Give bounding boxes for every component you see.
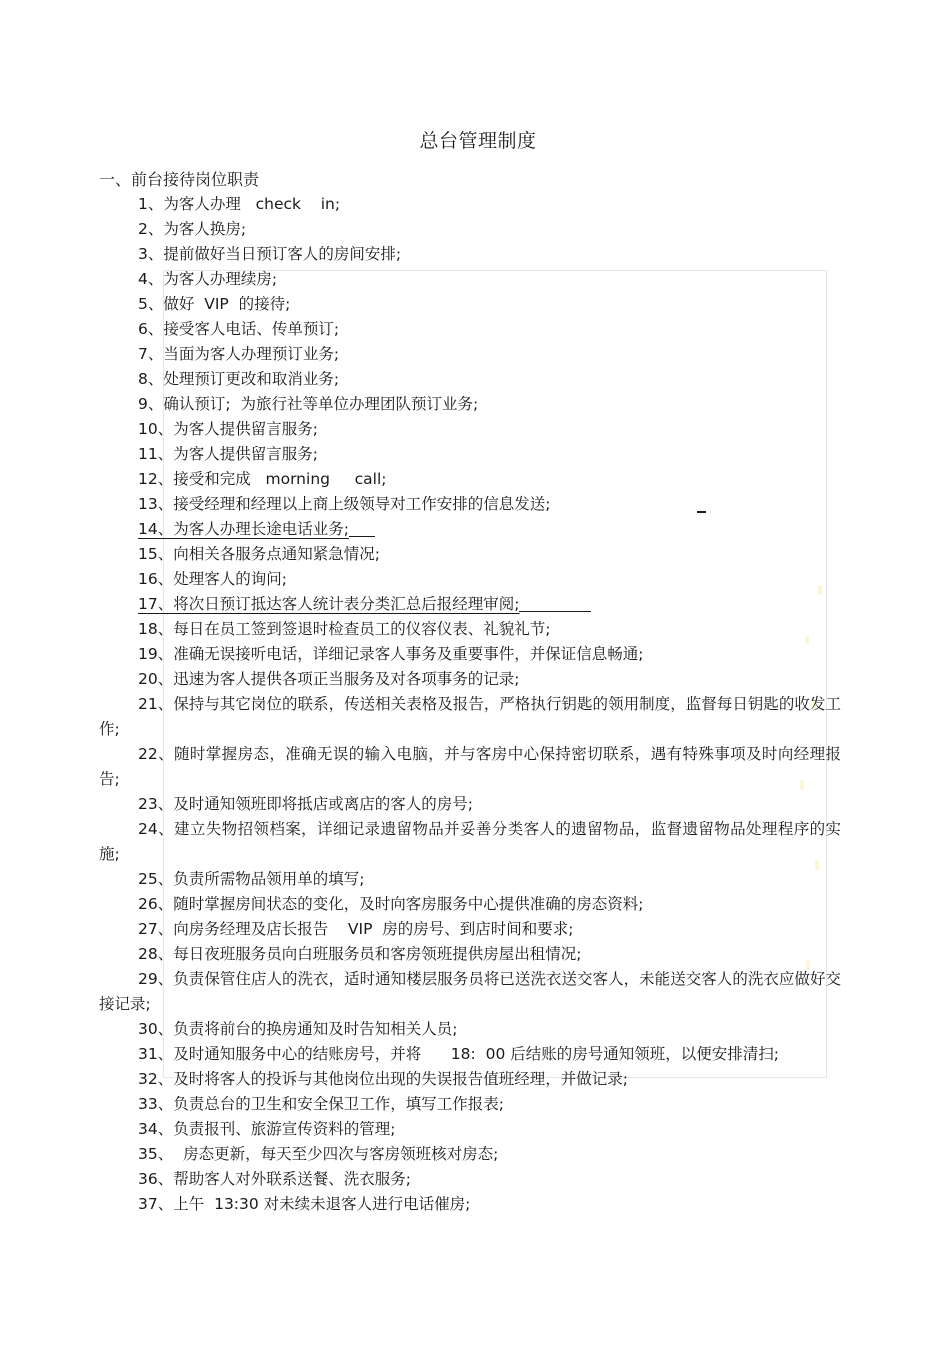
list-item-text: 36、帮助客人对外联系送餐、洗衣服务; xyxy=(138,1170,411,1188)
list-item-text: 3、提前做好当日预订客人的房间安排; xyxy=(138,245,402,263)
list-item xyxy=(99,1167,879,1192)
list-item xyxy=(99,1092,879,1117)
list-item xyxy=(99,917,879,942)
list-item-text: 35、 房态更新，每天至少四次与客房领班核对房态; xyxy=(138,1145,499,1163)
list-item xyxy=(99,192,879,217)
list-item xyxy=(99,792,879,817)
list-item-text: 1、为客人办理 check in; xyxy=(138,195,341,213)
list-item-text: 28、每日夜班服务员向白班服务员和客房领班提供房屋出租情况; xyxy=(138,945,582,963)
list-item-text: 6、接受客人电话、传单预订; xyxy=(138,320,340,338)
list-item xyxy=(99,267,879,292)
list-item xyxy=(99,1067,879,1092)
underline-rule xyxy=(349,535,375,537)
list-item-text: 32、及时将客人的投诉与其他岗位出现的失误报告值班经理，并做记录; xyxy=(138,1070,628,1088)
list-item xyxy=(99,642,879,667)
list-item xyxy=(99,692,841,742)
list-item xyxy=(99,867,879,892)
list-item-text: 11、为客人提供留言服务; xyxy=(138,445,318,463)
list-item-text: 2、为客人换房; xyxy=(138,220,247,238)
list-item-text: 30、负责将前台的换房通知及时告知相关人员; xyxy=(138,1020,458,1038)
list-item-text: 9、确认预订; 为旅行社等单位办理团队预订业务; xyxy=(138,395,479,413)
list-item-text: 15、向相关各服务点通知紧急情况; xyxy=(138,545,380,563)
list-item-text: 16、处理客人的询问; xyxy=(138,570,287,588)
list-item-text: 33、负责总台的卫生和安全保卫工作，填写工作报表; xyxy=(138,1095,504,1113)
list-item-text: 22、随时掌握房态，准确无误的输入电脑，并与客房中心保持密切联系，遇有特殊事项及时向经理报告; xyxy=(99,745,841,788)
list-item xyxy=(99,242,879,267)
list-item-text: 24、建立失物招领档案，详细记录遗留物品并妥善分类客人的遗留物品，监督遗留物品处理程序的实施; xyxy=(99,820,841,863)
list-item-text: 26、随时掌握房间状态的变化，及时向客房服务中心提供准确的房态资料; xyxy=(138,895,644,913)
list-item-text: 8、处理预订更改和取消业务; xyxy=(138,370,340,388)
list-item xyxy=(99,317,879,342)
list-item xyxy=(99,1017,879,1042)
page-title: 总台管理制度 xyxy=(419,130,537,152)
list-item-text: 34、负责报刊、旅游宣传资料的管理; xyxy=(138,1120,396,1138)
list-item-text: 13、接受经理和经理以上商上级领导对工作安排的信息发送; xyxy=(138,495,551,513)
list-item xyxy=(99,442,879,467)
list-item xyxy=(99,967,841,1017)
list-item-text: 17、将次日预订抵达客人统计表分类汇总后报经理审阅; xyxy=(138,595,520,613)
list-item-text: 14、为客人办理长途电话业务; xyxy=(138,520,349,538)
list-item xyxy=(99,817,841,867)
list-item xyxy=(99,417,879,442)
list-item xyxy=(99,392,879,417)
list-item xyxy=(99,492,879,517)
list-item-text: 7、当面为客人办理预订业务; xyxy=(138,345,340,363)
list-item xyxy=(99,892,879,917)
underline-rule xyxy=(519,610,591,612)
list-item-text: 10、为客人提供留言服务; xyxy=(138,420,318,438)
list-item xyxy=(99,1117,879,1142)
list-item xyxy=(99,292,879,317)
list-item xyxy=(99,367,879,392)
list-item xyxy=(99,617,879,642)
list-item-text: 31、及时通知服务中心的结账房号，并将 18: 00 后结账的房号通知领班，以便安排清扫; xyxy=(138,1045,779,1063)
list-item xyxy=(99,1192,879,1217)
list-item xyxy=(99,942,879,967)
list-item xyxy=(99,217,879,242)
list-item-text: 18、每日在员工签到签退时检查员工的仪容仪表、礼貌礼节; xyxy=(138,620,551,638)
duty-list xyxy=(99,192,879,1217)
list-item xyxy=(99,667,879,692)
list-item xyxy=(99,1142,879,1167)
list-item-text: 19、准确无误接听电话，详细记录客人事务及重要事件，并保证信息畅通; xyxy=(138,645,644,663)
list-item xyxy=(99,342,879,367)
list-item-text: 25、负责所需物品领用单的填写; xyxy=(138,870,365,888)
section-heading: 一、前台接待岗位职责 xyxy=(99,170,260,189)
list-item xyxy=(99,592,879,617)
list-item-text: 23、及时通知领班即将抵店或离店的客人的房号; xyxy=(138,795,473,813)
list-item-text: 5、做好 VIP 的接待; xyxy=(138,295,291,313)
list-item xyxy=(99,1042,879,1067)
list-item-text: 20、迅速为客人提供各项正当服务及对各项事务的记录; xyxy=(138,670,520,688)
list-item-text: 29、负责保管住店人的洗衣，适时通知楼层服务员将已送洗衣送交客人，未能送交客人的洗衣应做好交接记录; xyxy=(99,970,841,1013)
list-item-text: 27、向房务经理及店长报告 VIP 房的房号、到店时间和要求; xyxy=(138,920,574,938)
list-item xyxy=(99,742,841,792)
list-item-text: 21、保持与其它岗位的联系，传送相关表格及报告，严格执行钥匙的领用制度，监督每日钥匙的收发工作; xyxy=(99,695,841,738)
list-item xyxy=(99,567,879,592)
list-item xyxy=(99,517,879,542)
list-item-text: 4、为客人办理续房; xyxy=(138,270,278,288)
list-item-text: 12、接受和完成 morning call; xyxy=(138,470,387,488)
list-item xyxy=(99,542,879,567)
list-item-text: 37、上午 13:30 对未续未退客人进行电话催房; xyxy=(138,1195,471,1213)
stray-dash-mark xyxy=(697,511,706,513)
list-item xyxy=(99,467,879,492)
